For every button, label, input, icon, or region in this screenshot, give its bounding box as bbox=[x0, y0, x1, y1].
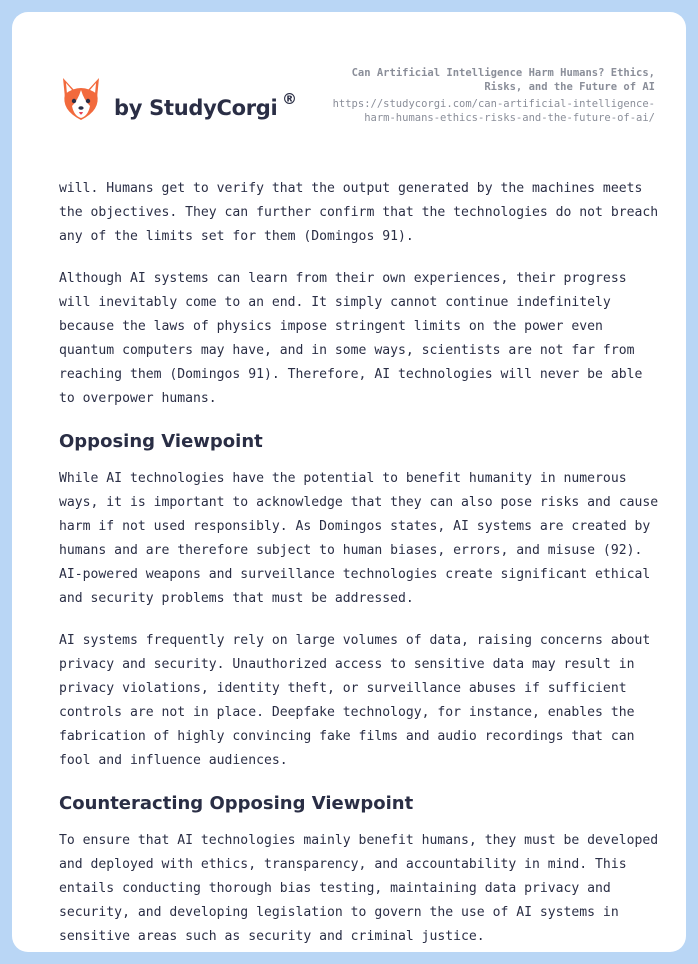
paragraph: While AI technologies have the potential to benefit humanity in numerous ways, it is important to acknowledge that they can also pose risks and cause harm if not used responsibly. As Domingos states, AI systems are created by humans and are therefore subject to human biases, errors, and misuse (92). AI-powered weapons and surveillance technologies create significant ethical and security problems that must be addressed. bbox=[59, 471, 659, 606]
paragraph: AI systems frequently rely on large volumes of data, raising concerns about privacy and security. Unauthorized access to sensitive data may result in privacy violations, identity theft, or surveillance abuses if sufficient controls are not in place. Deepfake technology, for instance, enables the fabrication of highly convincing fake films and audio recordings that can fool and influence audiences. bbox=[59, 633, 651, 768]
studycorgi-logo[interactable] bbox=[60, 76, 300, 136]
registered-mark: ® bbox=[282, 90, 297, 108]
document-body bbox=[59, 177, 659, 952]
section-heading: Counteracting Opposing Viewpoint bbox=[59, 793, 414, 814]
paragraph: To ensure that AI technologies mainly benefit humans, they must be developed and deployed with ethics, transparency, and accountability in mind. This entails conducting thorough bias testing, maintaining data privacy and security, and developing legislation to govern the use of AI systems in sensitive areas such as security and criminal justice. bbox=[59, 833, 659, 944]
document-title: Can Artificial Intelligence Harm Humans? Ethics, Risks, and the Future of AI bbox=[351, 67, 655, 93]
document-meta bbox=[315, 66, 655, 125]
paragraph: Although AI systems can learn from their own experiences, their progress will inevitably come to an end. It simply cannot continue indefinitely because the laws of physics impose stringent limits on the power even quantum computers may have, and in some ways, scientists are not far from reaching them (Domingos 91). Therefore, AI technologies will never be able to overpower humans. bbox=[59, 271, 643, 406]
document-url[interactable]: https://studycorgi.com/can-artificial-intelligence-harm-humans-ethics-risks-and-the-future-of-ai/ bbox=[332, 98, 655, 124]
brand-name: by StudyCorgi bbox=[114, 96, 278, 120]
paragraph: will. Humans get to verify that the output generated by the machines meets the objectives. They can further confirm that the technologies do not breach any of the limits set for them (Domingos 91). bbox=[59, 181, 659, 244]
document-page bbox=[12, 12, 686, 952]
section-heading: Opposing Viewpoint bbox=[59, 431, 263, 452]
corgi-logo-icon bbox=[60, 76, 102, 122]
